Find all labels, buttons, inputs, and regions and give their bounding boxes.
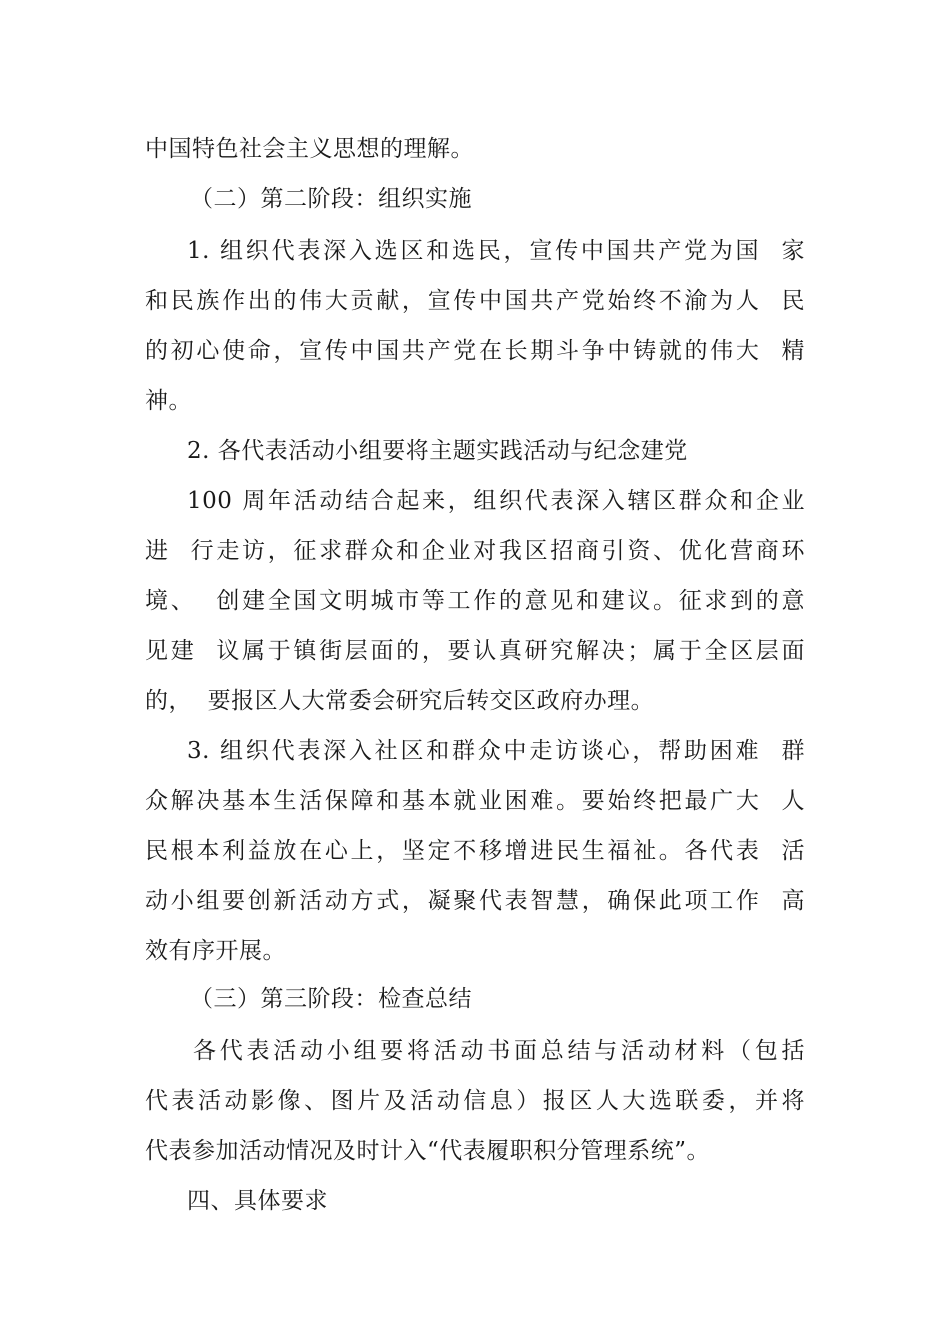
- text-line: 效有序开展。: [145, 938, 286, 964]
- text-line: 各代表活动小组要将活动书面总结与活动材料（包括: [193, 1038, 805, 1064]
- text-line: 代表参加活动情况及时计入“代表履职积分管理系统”。: [145, 1138, 711, 1164]
- text-line: 和民族作出的伟大贡献，宣传中国共产党始终不渝为人 民: [145, 288, 805, 314]
- text-line: 2. 各代表活动小组要将主题实践活动与纪念建党: [187, 438, 688, 464]
- text-line: 的初心使命，宣传中国共产党在长期斗争中铸就的伟大 精: [145, 338, 805, 364]
- text-line: 民根本利益放在心上，坚定不移增进民生福祉。各代表 活: [145, 838, 805, 864]
- text-line: 众解决基本生活保障和基本就业困难。要始终把最广大 人: [145, 788, 805, 814]
- text-line: 神。: [145, 388, 192, 414]
- section-heading: （三）第三阶段：检查总结: [190, 986, 472, 1012]
- text-line: 中国特色社会主义思想的理解。: [145, 136, 474, 162]
- text-line: 境、 创建全国文明城市等工作的意见和建议。征求到的意: [145, 588, 805, 614]
- section-heading: （二）第二阶段：组织实施: [190, 186, 472, 212]
- text-line: 代表活动影像、图片及活动信息）报区人大选联委，并将: [145, 1088, 805, 1114]
- text-line: 见建 议属于镇街层面的，要认真研究解决；属于全区层面: [145, 638, 805, 664]
- section-heading: 四、具体要求: [187, 1188, 328, 1214]
- text-line: 100 周年活动结合起来，组织代表深入辖区群众和企业: [187, 488, 805, 514]
- text-line: 的， 要报区人大常委会研究后转交区政府办理。: [145, 688, 655, 714]
- text-line: 1. 组织代表深入选区和选民，宣传中国共产党为国 家: [187, 238, 805, 264]
- text-line: 3. 组织代表深入社区和群众中走访谈心，帮助困难 群: [187, 738, 805, 764]
- text-line: 进 行走访，征求群众和企业对我区招商引资、优化营商环: [145, 538, 805, 564]
- text-line: 动小组要创新活动方式，凝聚代表智慧，确保此项工作 高: [145, 888, 805, 914]
